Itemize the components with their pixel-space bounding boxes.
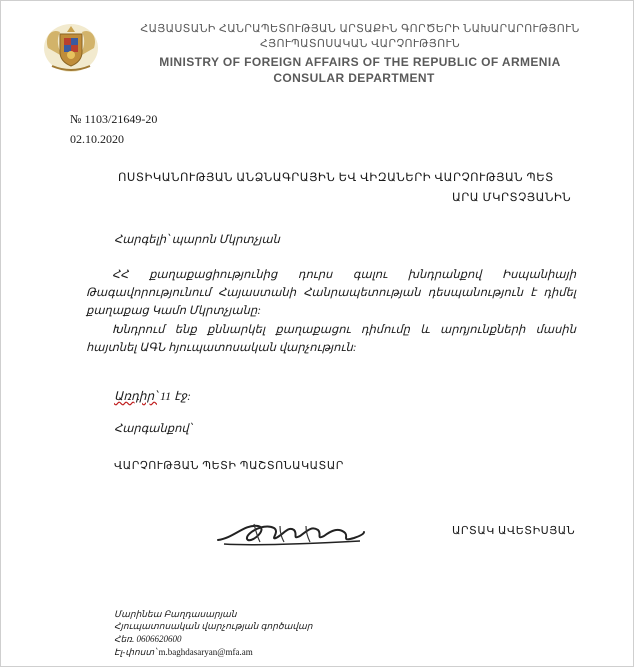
footer-contact-position: Հյուպատոսական վարչության գործավար bbox=[114, 621, 313, 631]
footer-phone: Հեռ. 0606620600 bbox=[114, 634, 182, 644]
enclosure-word: Առդիր՝ bbox=[114, 389, 157, 403]
coat-of-arms-icon bbox=[40, 18, 102, 76]
salutation: Հարգելի՝ պարոն Մկրտչյան bbox=[114, 234, 280, 246]
body-paragraph-1: ՀՀ քաղաքացիությունից դուրս գալու խնդրանքով Իսպանիայի Թագավորությունում Հայաստանի Հանրապետության դեսպանություն է դիմել քաղաքաց Կամո Մկրտչյանը: bbox=[86, 269, 576, 317]
letterhead-english-ministry: MINISTRY OF FOREIGN AFFAIRS OF THE REPUBLIC OF ARMENIA bbox=[159, 55, 561, 69]
footer-email-line bbox=[114, 647, 253, 658]
signature-icon bbox=[214, 514, 366, 550]
footer-email-label: Էլ-փոստ՝ bbox=[114, 647, 157, 657]
footer-email: m.baghdasaryan@mfa.am bbox=[158, 647, 253, 657]
letterhead-english-department: CONSULAR DEPARTMENT bbox=[273, 71, 435, 85]
enclosure-note bbox=[114, 389, 191, 404]
letterhead-armenian-department: ՀՅՈՒՊԱՏՈՍԱԿԱՆ ՎԱՐՉՈՒԹՅՈՒՆ bbox=[259, 38, 460, 50]
body-paragraph-2: Խնդրում ենք քննարկել քաղաքացու դիմումը և արդյունքների մասին հայտնել ԱԳՆ հյուպատոսական վարչություն: bbox=[86, 324, 576, 354]
reference-number: № 1103/21649-20 bbox=[70, 112, 158, 126]
signatory-title: ՎԱՐՉՈՒԹՅԱՆ ՊԵՏԻ ՊԱՇՏՈՆԱԿԱՏԱՐ bbox=[114, 460, 344, 472]
closing: Հարգանքով՝ bbox=[114, 423, 192, 435]
letterhead-armenian-ministry: ՀԱՅԱՍՏԱՆԻ ՀԱՆՐԱՊԵՏՈՒԹՅԱՆ ԱՐՏԱՔԻՆ ԳՈՐԾԵՐԻ ՆԱԽԱՐԱՐՈՒԹՅՈՒՆ bbox=[140, 23, 580, 35]
signatory-name: ԱՐՏԱԿ ԱՎԵՏԻՍՅԱՆ bbox=[452, 525, 576, 537]
addressee-name: ԱՐԱ ՄԿՐՏՉՅԱՆԻՆ bbox=[452, 192, 572, 204]
addressee-position: ՈՍՏԻԿԱՆՈՒԹՅԱՆ ԱՆՁՆԱԳՐԱՅԻՆ ԵՎ ՎԻԶԱՆԵՐԻ ՎԱՐՉՈՒԹՅԱՆ ՊԵՏ bbox=[118, 172, 554, 184]
letter-date: 02.10.2020 bbox=[70, 132, 124, 146]
enclosure-pages: 11 էջ: bbox=[160, 389, 192, 403]
footer-contact-name: Մարինեա Բաղդասարյան bbox=[114, 609, 237, 619]
